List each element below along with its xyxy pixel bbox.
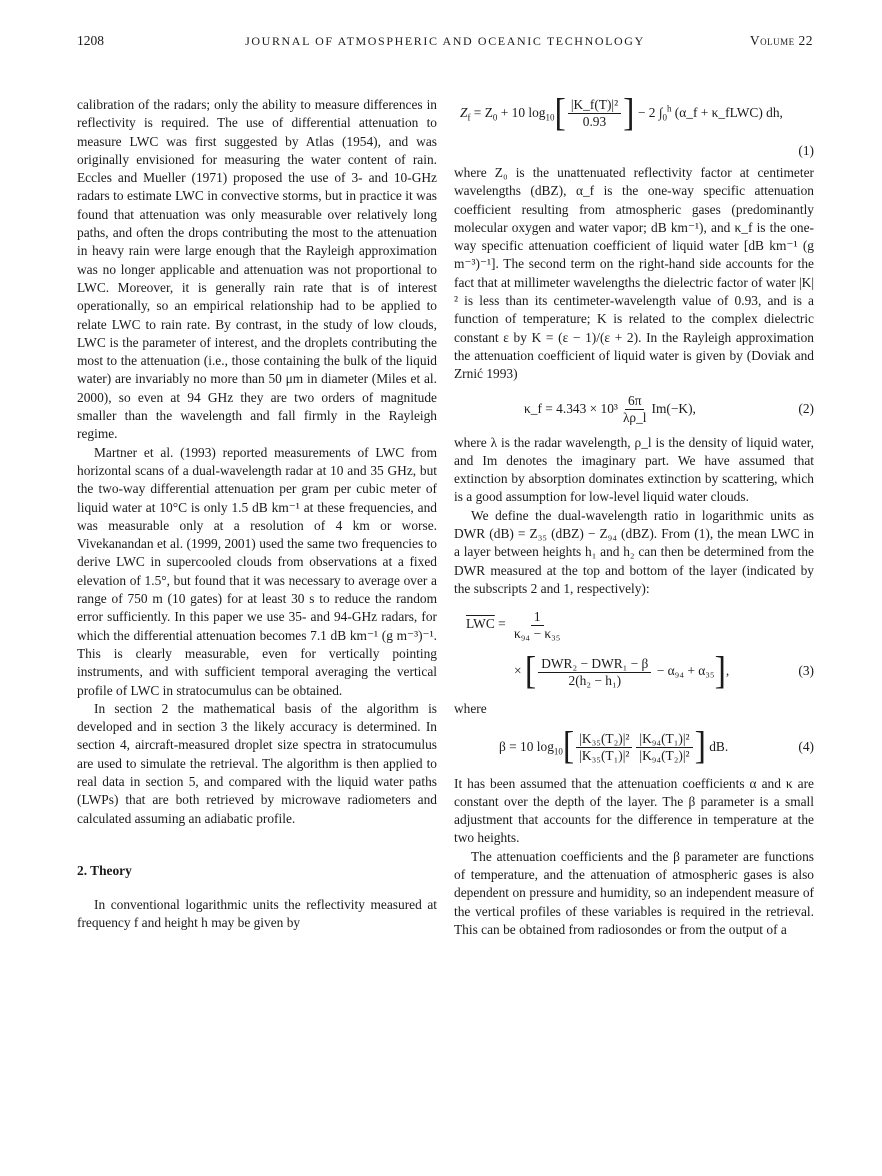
math-token: |K₃₅(T₂)|² xyxy=(576,731,632,748)
math-token: 0 xyxy=(492,112,498,123)
bracket: ] xyxy=(623,92,635,135)
bracket: ] xyxy=(694,725,706,769)
math-token: = Z xyxy=(470,105,493,120)
math-token: + 10 log xyxy=(497,105,546,120)
paragraph: We define the dual-wavelength ratio in logarithmic units as DWR (dB) = Z₃₅ (dBZ) − Z₉₄ (dBZ). From (1), the mean LWC in a layer between heights h₁ and h₂ can then be determined from the DWR measured at the top and bottom of the layer (indicated by the subscripts 2 and 1, respectively): xyxy=(454,507,814,596)
math-token: 2(h₂ − h₁) xyxy=(568,672,622,688)
paragraph: In section 2 the mathematical basis of the algorithm is developed and in section 3 the likely accuracy is determined. In section 4, aircraft-measured droplet size spectra in stratocumulus are used to simulate the retrieval. The algorithm is then applied to real data in section 5, and compared with the liquid water paths (LWPs) that are both retrieved by microwave radiometers and calculated assuming an adiabatic profile. xyxy=(77,700,437,826)
bracket: [ xyxy=(524,650,537,693)
equation-1-number-row xyxy=(454,138,814,164)
paragraph: where λ is the radar wavelength, ρ_l is the density of liquid water, and Im denotes the imaginary part. We have assumed that extinction by absorption dominates extinction by scattering, which is a good assumption for low-level liquid water clouds. xyxy=(454,434,814,505)
section-heading: 2. Theory xyxy=(77,862,132,878)
math-token: = xyxy=(494,616,510,632)
math-token: 0.93 xyxy=(582,114,607,130)
math-token: $\overline{LWC}$ xyxy=(466,616,495,632)
equation-number: (4) xyxy=(798,738,814,754)
paragraph: Martner et al. (1993) reported measurements of LWC from horizontal scans of a dual-wavelength radar at 10 and 35 GHz, but the two-way differential attenuation per gram per cubic meter of liquid water at 10°C is only 1.5 dB km⁻¹ at these frequencies, and was measurable only at a resolution of 4 km or worse. Vivekanandan et al. (1999, 2001) used the same two frequencies to derive LWC in supercooled clouds from observations at a fixed elevation of 1.5°, but found that it was necessary to average over a range of 750 m (10 gates) for at least 30 s to reduce the random error sufficiently. In this paper we use 35- and 94-GHz radars, for which the differential attenuation becomes 7.1 dB km⁻¹ (g m⁻³)⁻¹. This is clearly measurable, even for vertically pointing instruments, and with sufficient temporal averaging the vertical profile of LWC in stratocumulus can be obtained. xyxy=(77,444,437,698)
math-token: β = 10 log xyxy=(499,738,554,754)
equation-number: (1) xyxy=(798,143,814,158)
math-token: λρ_l xyxy=(622,409,647,425)
math-token: h xyxy=(666,103,672,114)
math-token: |K₃₅(T₁)|² xyxy=(579,747,630,763)
math-token: − α₉₄ + α₃₅ xyxy=(653,663,715,679)
volume-label: Volume 22 xyxy=(749,33,813,48)
math-token: − 2 ∫ xyxy=(634,105,663,120)
page-number: 1208 xyxy=(77,33,104,48)
math-token: 0 xyxy=(662,112,667,123)
math-token: κ₉₄ − κ₃₅ xyxy=(514,625,561,641)
equation-number: (3) xyxy=(798,663,814,679)
bracket: [ xyxy=(562,725,575,769)
math-token: Im(−K), xyxy=(651,400,696,416)
math-token: × xyxy=(514,663,522,679)
paragraph: It has been assumed that the attenuation coefficients α and κ are constant over the depth of the layer. The β parameter is a small adjustment that accounts for the difference in temperature at the two heights. xyxy=(454,775,814,846)
math-token: κ_f = 4.343 × 10³ xyxy=(524,400,618,416)
running-header xyxy=(77,33,813,53)
paragraph: The attenuation coefficients and the β parameter are functions of temperature, and the attenuation of atmospheric gases is also dependent on pressure and humidity, so an independent measure of the vertical profiles of these variables is required in the retrieval. This can be obtained from radiosondes or from the output of a xyxy=(454,848,814,937)
math-token: |K_f(T)|² xyxy=(568,97,621,114)
bracket: ] xyxy=(714,650,726,693)
equation-2 xyxy=(454,384,814,434)
math-token: dB. xyxy=(705,738,729,754)
paragraph: where xyxy=(454,701,487,717)
equation-number: (2) xyxy=(798,400,814,416)
paragraph: calibration of the radars; only the ability to measure differences in reflectivity is required. The use of differential attenuation to measure LWC was first suggested by Atlas (1954), and was originally envisioned for measuring the water content of rain. Eccles and Mueller (1971) proposed the use of 3- and 10-GHz radars to estimate LWC in convective storms, but in practice it was found that attenuation was only measurable over relatively long paths, and often the drops contributing the most to the attenuation in heavy rain were large enough that the Rayleigh approximation was no longer applicable and attenuation was not proportional to LWC. Moreover, it is generally rain rate that is of interest operationally, so an empirical relationship had to be applied to relate LWC to rain rate. By contrast, in the study of low clouds, LWC is the parameter of interest, and the droplets contributing the most to the attenuation (i.e., those containing the bulk of the liquid water) are invariably no more than 50 μm in diameter (Miles et al. 2000), so even at 94 GHz they are two orders of magnitude smaller than the wavelength and fall firmly in the Rayleigh regime. xyxy=(77,97,437,442)
paragraph: In conventional logarithmic units the reflectivity measured at frequency f and height h may be given by xyxy=(77,896,437,931)
equation-3 xyxy=(454,602,814,646)
right-column xyxy=(454,88,814,939)
math-token: 1 xyxy=(531,609,544,626)
math-token: (α_f + κ_fLWC) dh, xyxy=(671,105,783,120)
equation-4 xyxy=(454,719,814,775)
math-token: f xyxy=(467,112,471,123)
math-token: 10 xyxy=(553,746,563,757)
math-token: Z xyxy=(460,105,468,120)
left-column xyxy=(77,96,437,932)
equation-1 xyxy=(454,88,814,138)
journal-title: JOURNAL OF ATMOSPHERIC AND OCEANIC TECHNOLOGY xyxy=(245,34,645,48)
math-token: DWR₂ − DWR₁ − β xyxy=(538,656,651,673)
bracket: [ xyxy=(554,92,566,135)
paragraph: where Z₀ is the unattenuated reflectivity factor at centimeter wavelengths (dBZ), α_f is the one-way specific attenuation coefficient resulting from atmospheric gases (predominantly molecular oxygen and water vapor; dB km⁻¹), and κ_f is the one-way specific attenuation coefficient of liquid water [dB km⁻¹ (g m⁻³)⁻¹]. The second term on the right-hand side accounts for the fact that at millimeter wavelengths the dielectric factor of water |K|² is less than its centimeter-wavelength value of 0.93, and is a function of temperature; K is related to the complex dielectric constant ε by K = (ε − 1)/(ε + 2). In the Rayleigh approximation the attenuation coefficient of liquid water is given by (Doviak and Zrnić 1993) xyxy=(454,165,814,382)
math-token: 6π xyxy=(625,393,644,410)
math-token: |K₉₄(T₂)|² xyxy=(639,747,690,763)
math-token: 10 xyxy=(545,112,555,123)
equation-3-cont: × [ $\frac{\text{DWR₂ − DWR₁ − β}}{\text{2(h₂ − h₁)}}$ − α₉₄ + α₃₅], (3) xyxy=(454,646,814,696)
math-token: |K₉₄(T₁)|² xyxy=(636,731,692,748)
